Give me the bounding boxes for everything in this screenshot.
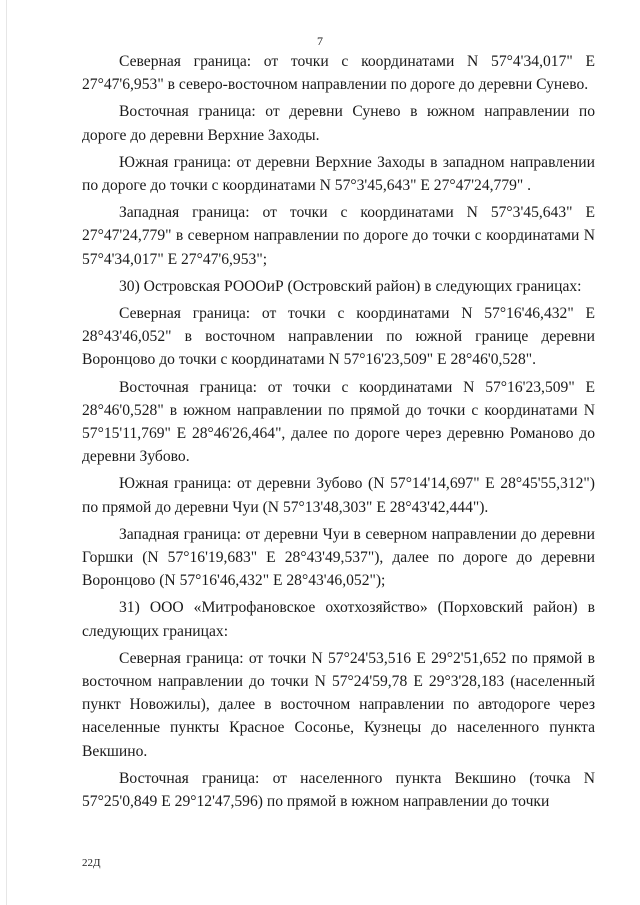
paragraph-south-border-30: Южная граница: от деревни Зубово (N 57°14'14,697" E 28°45'55,312") по прямой до деревни Чуи (N 57°13'48,303" E 28°43'42,444").	[82, 475, 595, 516]
scan-edge-line	[6, 0, 7, 905]
paragraph-north-border-30: Северная граница: от точки с координатами N 57°16'46,432" E 28°43'46,052" в восточном направлении по южной границе деревни Воронцово до точки с координатами N 57°16'23,509" E 28°46'0,528".	[82, 305, 595, 369]
paragraph-west-border-30: Западная граница: от деревни Чуи в северном направлении до деревни Горшки (N 57°16'19,683" E 28°43'49,537"), далее по дороге до деревни Воронцово (N 57°16'46,432" E 28°43'46,052");	[82, 525, 595, 590]
paragraph-east-border-31: Восточная граница: от населенного пункта Векшино (точка N 57°25'0,849 E 29°12'47,596) по прямой в южном направлении до точки	[82, 769, 595, 811]
paragraph-east-border-30: Восточная граница: от точки с координатами N 57°16'23,509" E 28°46'0,528" в южном направлении по прямой до точки с координатами N 57°15'11,769" E 28°46'26,464", далее по дороге через деревню Романово до деревни Зубово.	[82, 378, 595, 466]
paragraph-item-30-heading: 30) Островская РОООиР (Островский район) в следующих границах:	[119, 277, 582, 295]
paragraph-north-border-1: Северная граница: от точки с координатами N 57°4'34,017" E 27°47'6,953" в северо-восточном направлении по дороге до деревни Сунево.	[82, 53, 595, 94]
paragraph-item-31-heading: 31) ООО «Митрофановское охотхозяйство» (Порховский район) в следующих границах:	[82, 599, 595, 640]
paragraph-east-border-1: Восточная граница: от деревни Сунево в южном направлении по дороге до деревни Верхние Заходы.	[82, 103, 595, 144]
document-body	[82, 50, 595, 817]
paragraph-west-border-1: Западная граница: от точки с координатами N 57°3'45,643" E 27°47'24,779" в северном направлении по дороге до точки с координатами N 57°4'34,017" E 27°47'6,953";	[82, 204, 595, 268]
footer-code: 22Д	[82, 857, 101, 869]
paragraph-south-border-1: Южная граница: от деревни Верхние Заходы в западном направлении по дороге до точки с координатами N 57°3'45,643" E 27°47'24,779" .	[82, 153, 595, 195]
paragraph-north-border-31: Северная граница: от точки N 57°24'53,516 E 29°2'51,652 по прямой в восточном направлении до точки N 57°24'59,78 E 29°3'28,183 (населенный пункт Новожилы), далее в восточном направлении по автодороге через населенные пункты Красное Сосонье, Кузнецы до населенного пункта Векшино.	[82, 649, 595, 760]
page-number: 7	[317, 34, 323, 48]
